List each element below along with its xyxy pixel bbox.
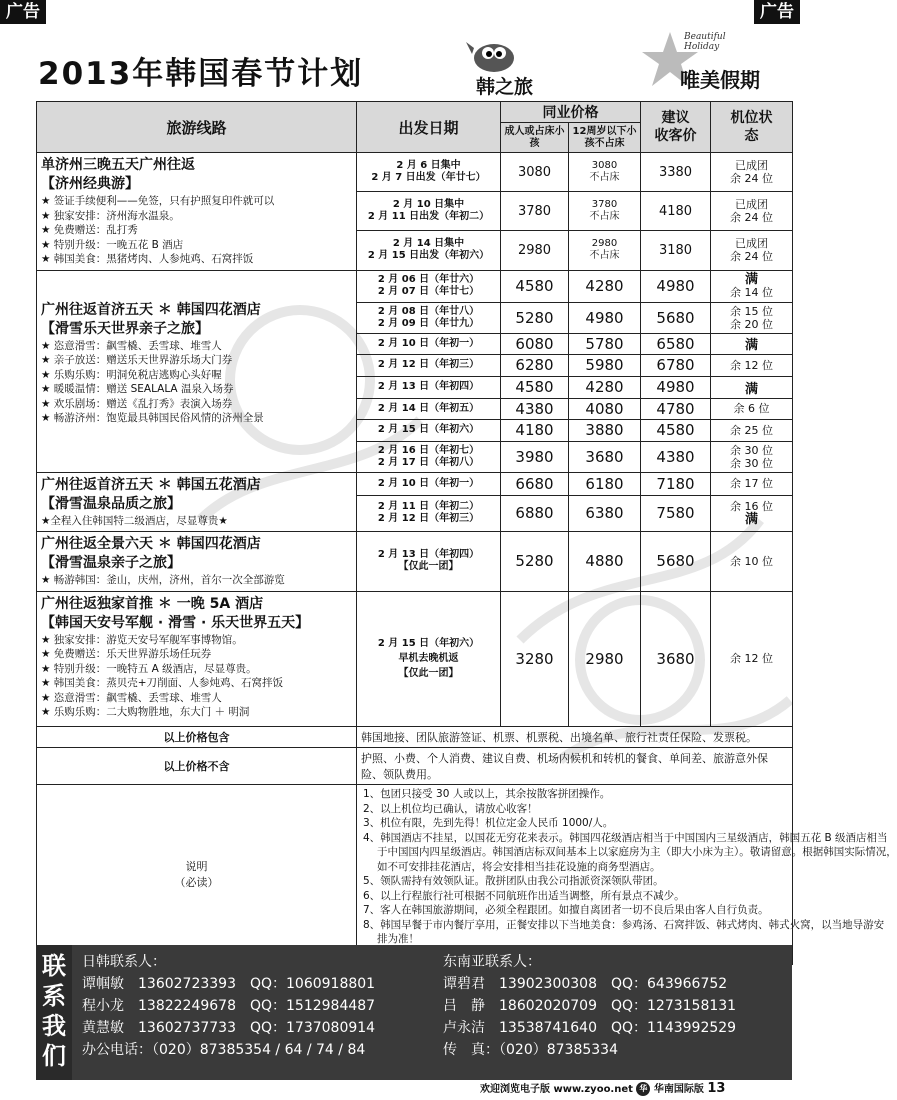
route-group-cheonan-warship: 广州往返独家首推 ＊ 一晚 5A 酒店 【韩国天安号军舰 · 滑雪 · 乐天世界五天】 ★ 独家安排：游览天安号军舰军事博物馆。 ★ 免费赠送：乐天世界游乐场任玩券 ★ 特别升级：一晚特五 A 级酒店，尽显尊贵。 ★ 韩国美食：蒸贝壳+刀削面、人参炖鸡、石窝拌饭 ★ 恣意滑雪：飙雪橇、丢雪球、堆雪人 ★ 乐购乐购：二大购物胜地，东大门 ＋ 明洞 [37, 591, 357, 726]
price-adult: 4580 [501, 376, 569, 398]
seat-status: 余 12 位 [711, 354, 793, 376]
beautiful-holiday-logo: Beautiful Holiday 唯美假期 [640, 26, 790, 96]
han-travel-logo [454, 38, 564, 96]
price-child: 4880 [569, 532, 641, 592]
price-child: 2980 [569, 591, 641, 726]
price-adult: 6080 [501, 333, 569, 354]
price-child: 3880 [569, 419, 641, 441]
price-adult: 4380 [501, 398, 569, 419]
price-exclude-text: 护照、小费、个人消费、建议自费、机场内候机和转机的餐食、单间差、旅游意外保险、领队费用。 [357, 747, 793, 784]
price-adult: 3080 [501, 153, 569, 192]
price-recommended: 3680 [641, 591, 711, 726]
price-child: 4280 [569, 376, 641, 398]
seat-status: 满 余 14 位 [711, 270, 793, 302]
price-adult: 2980 [501, 231, 569, 270]
seat-status: 已成团 余 24 位 [711, 231, 793, 270]
price-recommended: 7180 [641, 472, 711, 495]
price-recommended: 7580 [641, 495, 711, 531]
seat-status: 余 6 位 [711, 398, 793, 419]
page-title: 2013年韩国春节计划 [38, 56, 364, 92]
price-child: 4280 [569, 270, 641, 302]
price-recommended: 4180 [641, 192, 711, 231]
price-recommended: 4580 [641, 419, 711, 441]
price-child: 5780 [569, 333, 641, 354]
seat-status: 余 25 位 [711, 419, 793, 441]
price-adult: 4180 [501, 419, 569, 441]
price-child: 3780 不占床 [569, 192, 641, 231]
date-cell: 2 月 15 日（年初六） 早机去晚机返 【仅此一团】 [357, 591, 501, 726]
header-recommended-price: 建议 收客价 [641, 102, 711, 153]
price-adult: 5280 [501, 302, 569, 333]
contact-southeast-asia: 东南亚联系人： 谭碧君 13902300308 QQ：643966752 吕 静 18602020709 QQ：1273158131 卢永洁 13538741640 QQ：1143992529 传 真：（020）87385334 [443, 954, 737, 1058]
date-cell: 2 月 15 日（年初六） [357, 419, 501, 441]
price-exclude-label: 以上价格不含 [37, 747, 357, 784]
price-child: 3080 不占床 [569, 153, 641, 192]
price-include-text: 韩国地接、团队旅游签证、机票、机票税、出境名单、旅行社责任保险、发票税。 [357, 726, 793, 747]
seat-status: 满 [711, 333, 793, 354]
price-child: 6380 [569, 495, 641, 531]
contact-panel [36, 945, 792, 1080]
price-recommended: 4980 [641, 376, 711, 398]
price-recommended: 6580 [641, 333, 711, 354]
date-cell: 2 月 12 日（年初三） [357, 354, 501, 376]
publication-badge-icon: 华 [636, 1082, 650, 1096]
beautiful-holiday-logo-text: 唯美假期 [680, 68, 760, 92]
price-child: 5980 [569, 354, 641, 376]
price-adult: 3980 [501, 441, 569, 472]
date-cell: 2 月 10 日（年初一） [357, 333, 501, 354]
han-travel-logo-text: 韩之旅 [476, 76, 534, 98]
price-adult: 3780 [501, 192, 569, 231]
seat-status: 余 15 位 余 20 位 [711, 302, 793, 333]
date-cell: 2 月 06 日（年廿六） 2 月 07 日（年廿七） [357, 270, 501, 302]
price-child: 3680 [569, 441, 641, 472]
price-recommended: 4380 [641, 441, 711, 472]
date-cell: 2 月 08 日（年廿八） 2 月 09 日（年廿九） [357, 302, 501, 333]
notes-label: 说明 （必读） [37, 784, 357, 964]
price-recommended: 6780 [641, 354, 711, 376]
date-cell: 2 月 14 日集中 2 月 15 日出发（年初六） [357, 231, 501, 270]
price-child: 2980 不占床 [569, 231, 641, 270]
date-cell: 2 月 13 日（年初四） 【仅此一团】 [357, 532, 501, 592]
price-child: 6180 [569, 472, 641, 495]
route-group-ski-lotte-family: 广州往返首济五天 ＊ 韩国四花酒店 【滑雪乐天世界亲子之旅】 ★ 恣意滑雪：飙雪橇、丢雪球、堆雪人 ★ 亲子放送：赠送乐天世界游乐场大门券 ★ 乐购乐购：明洞免税店逃购心头好喔 ★ 暖暖温情：赠送 SEALALA 温泉入场券 ★ 欢乐剧场：赠送《乱打秀》表演入场券 ★ 畅游济州：饱览最具韩国民俗风情的济州全景 [37, 270, 357, 472]
route-group-ski-spa-quality: 广州往返首济五天 ＊ 韩国五花酒店 【滑雪温泉品质之旅】 ★全程入住韩国特二级酒店，尽显尊贵★ [37, 472, 357, 532]
price-adult: 4580 [501, 270, 569, 302]
date-cell: 2 月 14 日（年初五） [357, 398, 501, 419]
price-recommended: 5680 [641, 532, 711, 592]
date-cell: 2 月 16 日（年初七） 2 月 17 日（年初八） [357, 441, 501, 472]
price-child: 4980 [569, 302, 641, 333]
route-group-panorama-six-day: 广州往返全景六天 ＊ 韩国四花酒店 【滑雪温泉亲子之旅】 ★ 畅游韩国：釜山，庆州，济州，首尔一次全部游览 [37, 532, 357, 592]
price-child: 4080 [569, 398, 641, 419]
seat-status: 已成团 余 24 位 [711, 192, 793, 231]
seat-status: 余 17 位 [711, 472, 793, 495]
page-footer: 欢迎浏览电子版 www.zyoo.net 华 华南国际版 13 [480, 1081, 726, 1096]
seat-status: 余 10 位 [711, 532, 793, 592]
notes-list: 1、包团只接受 30 人或以上，其余按散客拼团操作。 2、以上机位均已确认，请放心收客！ 3、机位有限，先到先得！机位定金人民币 1000/人。 4、韩国酒店不挂星，以国花无穷花来表示。韩国四花级酒店相当于中国国内三星级酒店，韩国五花 B 级酒店相当 于中国国内四星级酒店。韩国酒店标双间基本上以家庭房为主（即大小床为主）。敬请留意。根据韩国实际情况， 如不可安排挂花酒店，将会安排相当挂花设施的商务型酒店。 5、领队需持有效领队证。散拼团队由我公司指派资深领队带团。 6、以上行程旅行社可根据不同航班作出适当调整，所有景点不减少。 7、客人在韩国旅游期间，必须全程跟团。如擅自离团者一切不良后果由客人自行负责。 8、韩国早餐于市内餐厅享用，正餐安排以下当地美食：参鸡汤、石窝拌饭、韩式烤肉、韩式火窝，以当地导游安 排为准！ [357, 784, 793, 964]
price-adult: 3280 [501, 591, 569, 726]
price-recommended: 5680 [641, 302, 711, 333]
price-include-label: 以上价格包含 [37, 726, 357, 747]
ad-tag-right: 广告 [754, 0, 800, 24]
price-recommended: 3380 [641, 153, 711, 192]
header-seat-status: 机位状 态 [711, 102, 793, 153]
price-adult: 6680 [501, 472, 569, 495]
ad-tag-left: 广告 [0, 0, 46, 24]
seat-status: 满 [711, 376, 793, 398]
header-peer-price: 同业价格 [501, 102, 641, 123]
tour-price-table [36, 101, 897, 965]
seat-status: 余 16 位 满 [711, 495, 793, 531]
contact-japan-korea: 日韩联系人： 谭帼敏 13602723393 QQ：1060918801 程小龙 13822249678 QQ：1512984487 黄慧敏 13602737733 QQ：1737080914 办公电话：（020）87385354 / 64 / 74 / 84 [82, 954, 376, 1058]
seat-status: 余 30 位 余 30 位 [711, 441, 793, 472]
header-peer-adult: 成人或占床小孩 [501, 123, 569, 153]
price-recommended: 3180 [641, 231, 711, 270]
price-adult: 6880 [501, 495, 569, 531]
header-date: 出发日期 [357, 102, 501, 153]
seat-status: 余 12 位 [711, 591, 793, 726]
date-cell: 2 月 13 日（年初四） [357, 376, 501, 398]
price-recommended: 4980 [641, 270, 711, 302]
page-number: 13 [707, 1081, 726, 1096]
date-cell: 2 月 11 日（年初二） 2 月 12 日（年初三） [357, 495, 501, 531]
header-route: 旅游线路 [37, 102, 357, 153]
contact-us-label: 联 系 我 们 [36, 945, 72, 1080]
route-group-jeju-classic: 单济州三晚五天广州往返 【济州经典游】 ★ 签证手续便利——免签，只有护照复印件就可以 ★ 独家安排：济州海水温泉。 ★ 免费赠送：乱打秀 ★ 特别升级：一晚五花 B 酒店 ★ 韩国美食：黑猪烤肉、人参炖鸡、石窝拌饭 [37, 153, 357, 271]
price-adult: 5280 [501, 532, 569, 592]
seat-status: 已成团 余 24 位 [711, 153, 793, 192]
header-peer-child: 12周岁以下小孩不占床 [569, 123, 641, 153]
date-cell: 2 月 6 日集中 2 月 7 日出发（年廿七） [357, 153, 501, 192]
date-cell: 2 月 10 日集中 2 月 11 日出发（年初二） [357, 192, 501, 231]
price-recommended: 4780 [641, 398, 711, 419]
price-adult: 6280 [501, 354, 569, 376]
date-cell: 2 月 10 日（年初一） [357, 472, 501, 495]
